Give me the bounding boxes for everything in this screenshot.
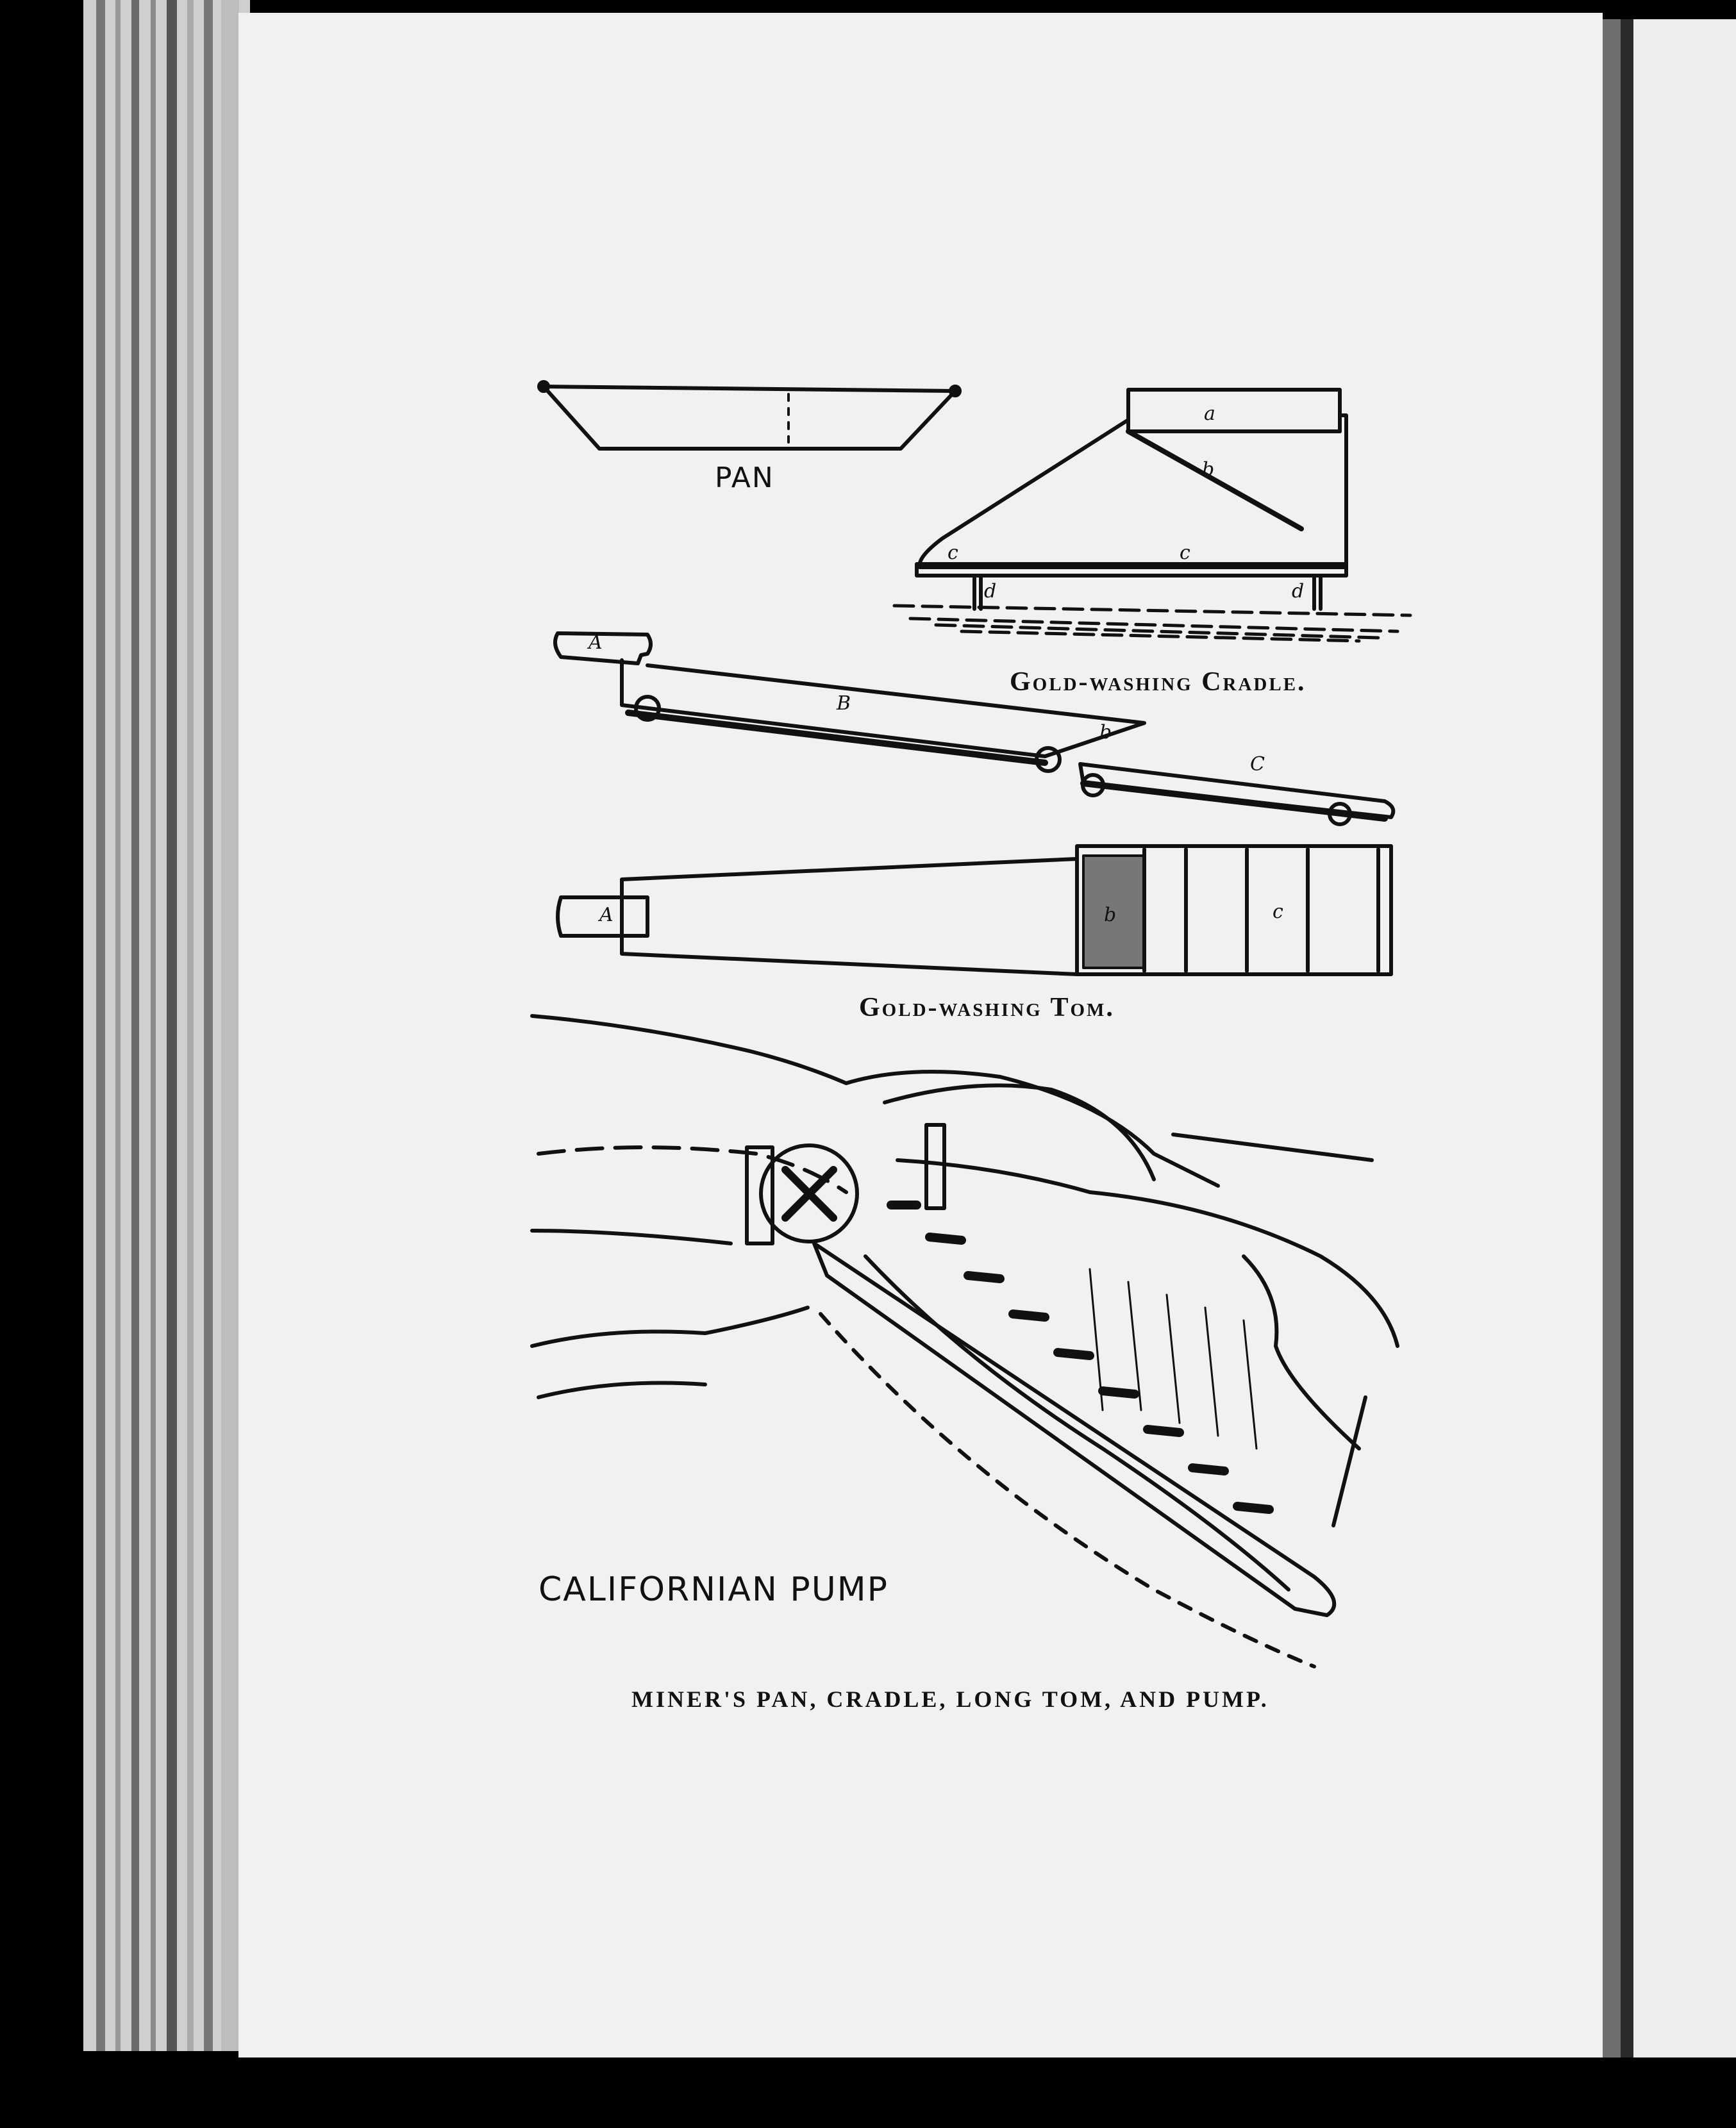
tom-caption: Gold-washing Tom. <box>859 993 1115 1022</box>
figure-caption: MINER'S PAN, CRADLE, LONG TOM, AND PUMP. <box>631 1686 1269 1712</box>
pump-label: CALIFORNIAN PUMP <box>538 1570 889 1609</box>
pan-label: PAN <box>715 461 774 494</box>
cradle-letter-a: a <box>1204 403 1215 425</box>
cradle-letter-c: c <box>947 542 958 564</box>
long-tom-letter-b: b <box>1099 721 1112 744</box>
cradle-letter-d: d <box>984 580 997 603</box>
tom-letter-a: A <box>599 904 613 926</box>
long-tom-letter-b-upper: B <box>837 692 851 715</box>
cradle-letter-c2: c <box>1180 542 1190 564</box>
tom-letter-b: b <box>1104 904 1117 926</box>
long-tom-letter-c: C <box>1250 753 1265 776</box>
cradle-caption: Gold-washing Cradle. <box>1010 667 1306 697</box>
cradle-letter-d2: d <box>1292 580 1305 603</box>
cradle-letter-b: b <box>1202 458 1215 481</box>
book-edge <box>83 0 250 2051</box>
page-surface <box>238 13 1603 2057</box>
long-tom-letter-a: A <box>588 631 603 654</box>
right-page-edge <box>1601 19 1736 2057</box>
tom-letter-c: c <box>1273 901 1283 923</box>
